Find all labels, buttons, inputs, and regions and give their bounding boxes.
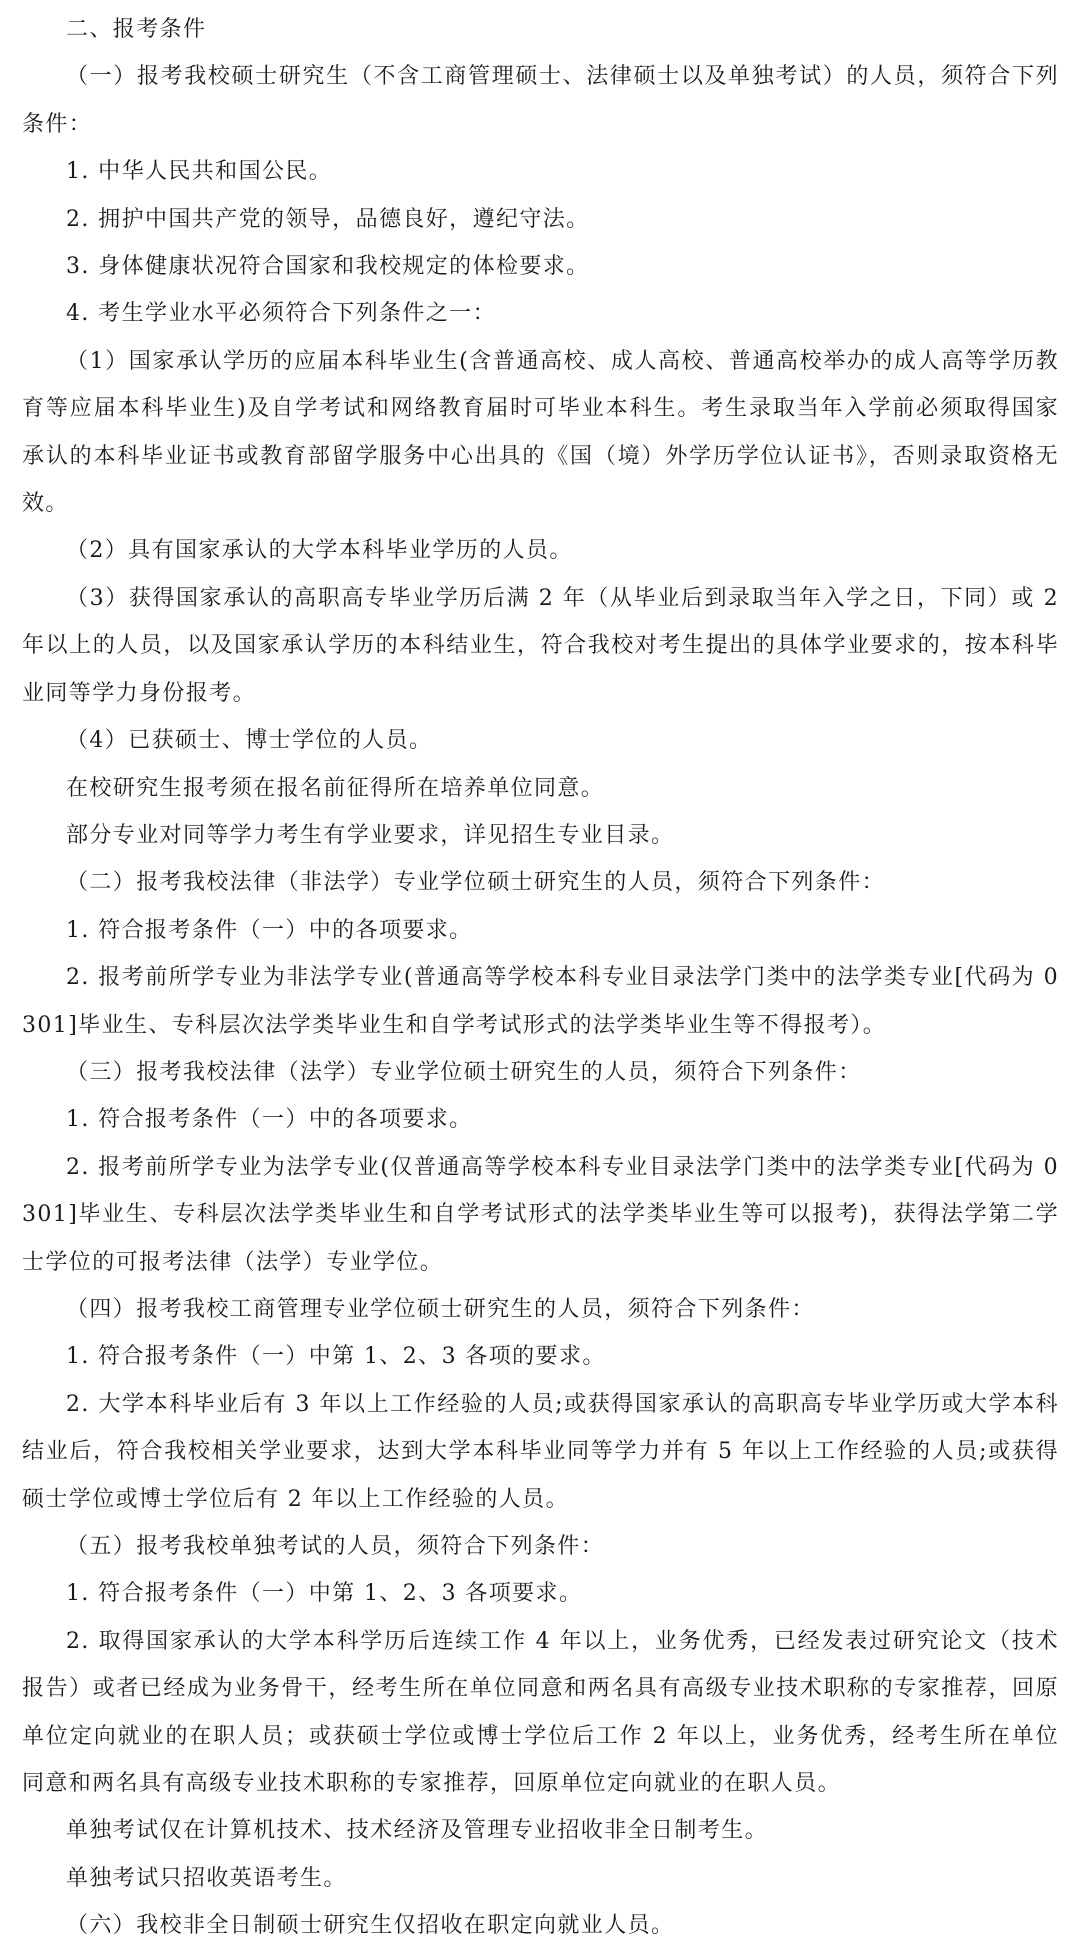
paragraph-c3-item-1: 1. 符合报考条件（一）中的各项要求。: [66, 1107, 473, 1133]
paragraph-item-3: 3. 身体健康状况符合国家和我校规定的体检要求。: [66, 254, 590, 280]
paragraph-condition-5: （五）报考我校单独考试的人员，须符合下列条件：: [66, 1534, 605, 1559]
paragraph-note-enrolled: 在校研究生报考须在报名前征得所在培养单位同意。: [66, 775, 605, 801]
paragraph-sub-3: （3）获得国家承认的高职高专毕业学历后满 2 年（从毕业后到录取当年入学之日，下同）或 2 年以上的人员，以及国家承认学历的本科结业生，符合我校对考生提出的具体学业要求的，按本科毕业同等学力身份报考。: [22, 585, 1059, 706]
paragraph-c4-item-1: 1. 符合报考条件（一）中第 1、2、3 各项的要求。: [66, 1344, 606, 1370]
paragraph-condition-6: （六）我校非全日制硕士研究生仅招收在职定向就业人员。: [66, 1913, 675, 1939]
paragraph-condition-1: （一）报考我校硕士研究生（不含工商管理硕士、法律硕士以及单独考试）的人员，须符合下列条件：: [22, 64, 1059, 137]
paragraph-item-2: 2. 拥护中国共产党的领导，品德良好，遵纪守法。: [66, 206, 590, 232]
paragraph-condition-2: （二）报考我校法律（非法学）专业学位硕士研究生的人员，须符合下列条件：: [66, 870, 886, 896]
paragraph-c3-item-2: 2. 报考前所学专业为法学专业(仅普通高等学校本科专业目录法学门类中的法学类专业[代码为 0301]毕业生、专科层次法学类毕业生和自学考试形式的法学类毕业生等可以报考)，获得法学第二学士学位的可报考法律（法学）专业学位。: [22, 1154, 1059, 1275]
paragraph-note-equivalent: 部分专业对同等学力考生有学业要求，详见招生专业目录。: [66, 822, 675, 848]
paragraph-sub-2: （2）具有国家承认的大学本科毕业学历的人员。: [66, 538, 573, 564]
paragraph-c5-item-1: 1. 符合报考条件（一）中第 1、2、3 各项要求。: [66, 1581, 583, 1607]
paragraph-note-english: 单独考试只招收英语考生。: [66, 1865, 347, 1891]
paragraph-c4-item-2: 2. 大学本科毕业后有 3 年以上工作经验的人员;或获得国家承认的高职高专毕业学历或大学本科结业后，符合我校相关学业要求，达到大学本科毕业同等学力并有 5 年以上工作经验的人员;或获得硕士学位或博士学位后有 2 年以上工作经验的人员。: [22, 1391, 1059, 1512]
paragraph-c2-item-1: 1. 符合报考条件（一）中的各项要求。: [66, 917, 473, 943]
paragraph-condition-3: （三）报考我校法律（法学）专业学位硕士研究生的人员，须符合下列条件：: [66, 1059, 862, 1085]
paragraph-sub-4: （4）已获硕士、博士学位的人员。: [66, 728, 433, 754]
paragraph-note-separate-majors: 单独考试仅在计算机技术、技术经济及管理专业招收非全日制考生。: [66, 1818, 769, 1844]
section-heading: 二、报考条件: [66, 17, 207, 42]
paragraph-sub-1: （1）国家承认学历的应届本科毕业生(含普通高校、成人高校、普通高校举办的成人高等学历教育等应届本科毕业生)及自学考试和网络教育届时可毕业本科生。考生录取当年入学前必须取得国家承认的本科毕业证书或教育部留学服务中心出具的《国（境）外学历学位认证书》，否则录取资格无效。: [22, 348, 1059, 517]
paragraph-item-4: 4. 考生学业水平必须符合下列条件之一：: [66, 301, 496, 327]
paragraph-c2-item-2: 2. 报考前所学专业为非法学专业(普通高等学校本科专业目录法学门类中的法学类专业[代码为 0301]毕业生、专科层次法学类毕业生和自学考试形式的法学类毕业生等不得报考）。: [22, 965, 1059, 1038]
paragraph-condition-4: （四）报考我校工商管理专业学位硕士研究生的人员，须符合下列条件：: [66, 1296, 815, 1322]
paragraph-item-1: 1. 中华人民共和国公民。: [66, 159, 333, 185]
paragraph-c5-item-2: 2. 取得国家承认的大学本科学历后连续工作 4 年以上，业务优秀，已经发表过研究论文（技术报告）或者已经成为业务骨干，经考生所在单位同意和两名具有高级专业技术职称的专家推荐，回原单位定向就业的在职人员；或获硕士学位或博士学位后工作 2 年以上，业务优秀，经考生所在单位同意和两名具有高级专业技术职称的专家推荐，回原单位定向就业的在职人员。: [22, 1628, 1059, 1797]
